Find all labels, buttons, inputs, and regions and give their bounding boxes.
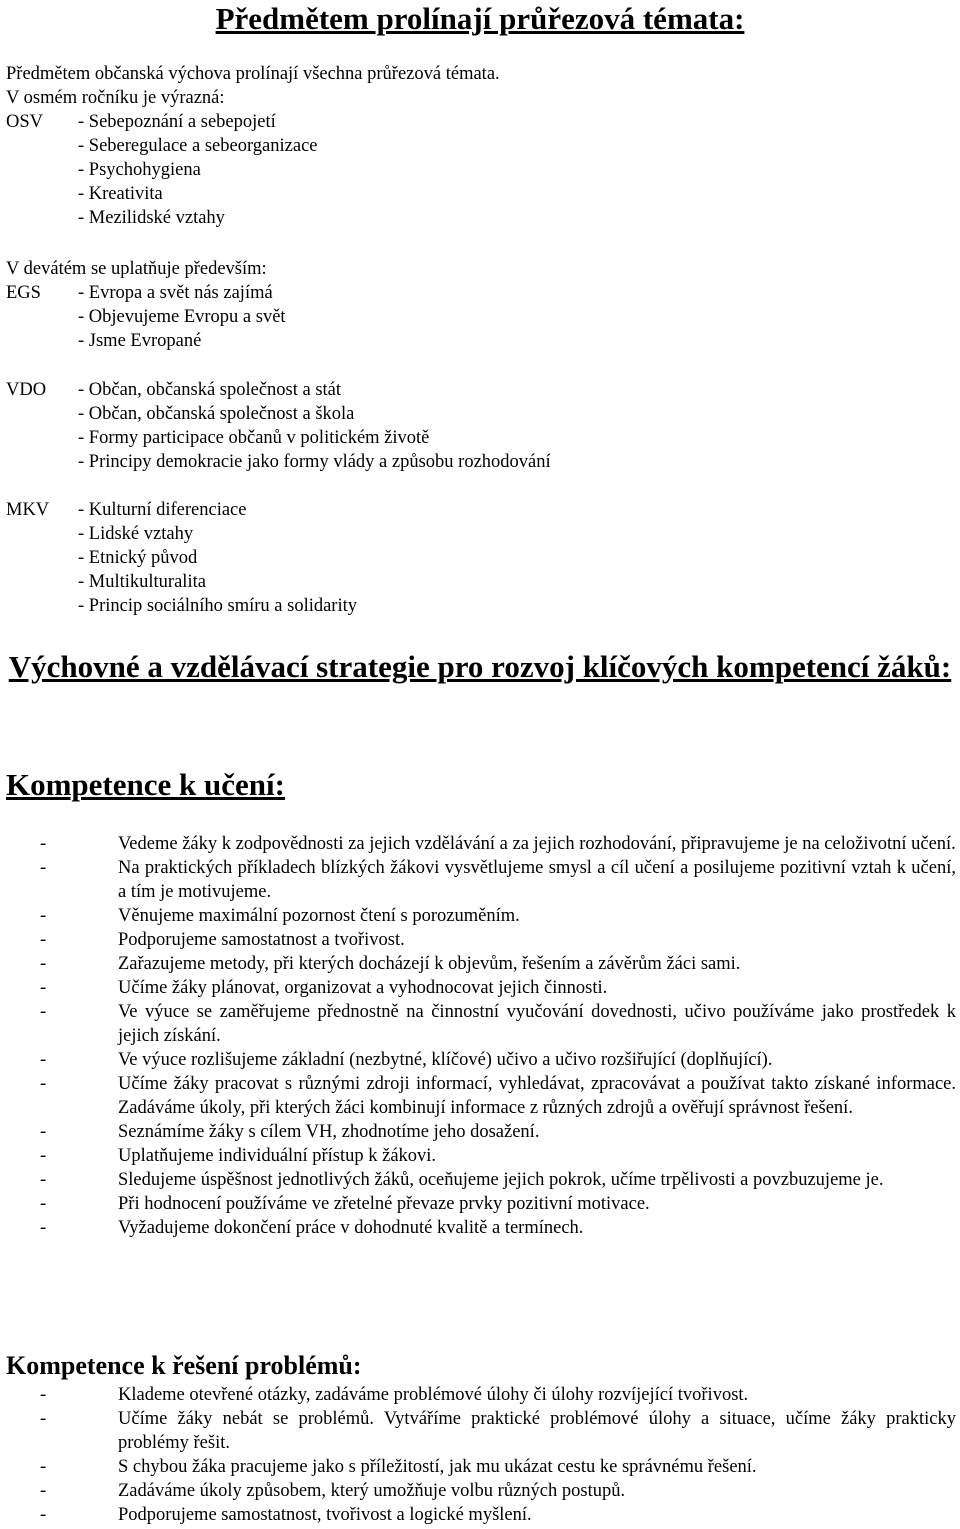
list-item [0, 1000, 960, 1048]
intro-line-1: Předmětem občanská výchova prolínají všechna průřezová témata. [6, 64, 500, 84]
list-item [0, 904, 960, 928]
bullet-dash: - [40, 1050, 47, 1070]
bullet-dash: - [40, 1170, 47, 1190]
list-item: - Evropa a svět nás zajímá [78, 283, 273, 303]
list-item [0, 928, 960, 952]
list-item: - Psychohygiena [78, 160, 201, 180]
list-item: - Etnický původ [78, 548, 198, 568]
list-item: - Kreativita [78, 184, 163, 204]
egs-topic-list [78, 281, 286, 353]
bullet-dash: - [40, 1481, 47, 1501]
bullet-dash: - [40, 978, 47, 998]
list-item [0, 1192, 960, 1216]
heading-competence-problem-solving: Kompetence k řešení problémů: [6, 1351, 362, 1380]
list-item: - Jsme Evropané [78, 331, 202, 351]
bullet-dash: - [40, 1385, 47, 1405]
list-item-text: S chybou žáka pracujeme jako s příležitostí, jak mu ukázat cestu ke správnému řešení. [118, 1457, 757, 1477]
bullet-dash: - [40, 1122, 47, 1142]
list-item: - Princip sociálního smíru a solidarity [78, 596, 357, 616]
list-item: - Občan, občanská společnost a škola [78, 404, 355, 424]
intro-line-2: V osmém ročníku je výrazná: [6, 88, 225, 108]
list-item: - Lidské vztahy [78, 524, 194, 544]
list-item-text: Na praktických příkladech blízkých žákovi vysvětlujeme smysl a cíl učení a posilujeme pozitivní vztah k učení, a tím je motivujeme. [118, 858, 956, 902]
list-item: - Seberegulace a sebeorganizace [78, 136, 318, 156]
bullet-dash: - [40, 1218, 47, 1238]
egs-abbreviation: EGS [6, 283, 41, 303]
list-item-text: Sledujeme úspěšnost jednotlivých žáků, oceňujeme jejich pokrok, učíme trpělivosti a povzbuzujeme je. [118, 1170, 884, 1190]
competence-learning-list [0, 832, 960, 1240]
list-item [0, 1168, 960, 1192]
list-item-text: Vyžadujeme dokončení práce v dohodnuté kvalitě a termínech. [118, 1218, 584, 1238]
list-item [0, 1479, 960, 1503]
heading-competence-learning: Kompetence k učení: [6, 767, 285, 802]
bullet-dash: - [40, 1505, 47, 1525]
list-item-text: Věnujeme maximální pozornost čtení s porozuměním. [118, 906, 520, 926]
list-item: - Mezilidské vztahy [78, 208, 225, 228]
list-item [0, 1144, 960, 1168]
list-item [0, 976, 960, 1000]
bullet-dash: - [40, 1194, 47, 1214]
list-item [0, 1407, 960, 1455]
list-item [0, 1455, 960, 1479]
section-title-cross-curricular: Předmětem prolínají průřezová témata: [215, 1, 745, 36]
list-item [0, 1048, 960, 1072]
list-item: - Multikulturalita [78, 572, 206, 592]
list-item: - Kulturní diferenciace [78, 500, 247, 520]
bullet-dash: - [40, 1457, 47, 1477]
list-item-text: Podporujeme samostatnost a tvořivost. [118, 930, 405, 950]
list-item: - Občan, občanská společnost a stát [78, 380, 342, 400]
list-item: - Objevujeme Evropu a svět [78, 307, 286, 327]
list-item [0, 1383, 960, 1407]
list-item-text: Uplatňujeme individuální přístup k žákovi. [118, 1146, 437, 1166]
list-item [0, 1503, 960, 1527]
list-item-text: Učíme žáky pracovat s různými zdroji informací, vyhledávat, zpracovávat a používat takto získané informace. Zadáváme úkoly, při kterých žáci kombinují informace z různých zdrojů a ověřují správnost řešení. [118, 1074, 956, 1118]
list-item-text: Učíme žáky nebát se problémů. Vytváříme praktické problémové úlohy a situace, učíme žáky prakticky problémy řešit. [118, 1409, 956, 1453]
list-item [0, 832, 960, 856]
list-item [0, 952, 960, 976]
list-item-text: Při hodnocení používáme ve zřetelné převaze prvky pozitivní motivace. [118, 1194, 650, 1214]
bullet-dash: - [40, 1146, 47, 1166]
list-item-text: Zařazujeme metody, při kterých docházejí k objevům, řešením a závěrům žáci sami. [118, 954, 741, 974]
mkv-abbreviation: MKV [6, 500, 50, 520]
list-item [0, 856, 960, 904]
bullet-dash: - [40, 858, 47, 878]
section-title-strategies: Výchovné a vzdělávací strategie pro rozvoj klíčových kompetencí žáků: [8, 649, 952, 684]
list-item: - Principy demokracie jako formy vlády a způsobu rozhodování [78, 452, 551, 472]
list-item-text: Učíme žáky plánovat, organizovat a vyhodnocovat jejich činnosti. [118, 978, 608, 998]
bullet-dash: - [40, 954, 47, 974]
bullet-dash: - [40, 930, 47, 950]
bullet-dash: - [40, 906, 47, 926]
list-item-text: Ve výuce se zaměřujeme přednostně na činnostní vyučování dovednosti, učivo používáme jako prostředek k jejich získání. [118, 1002, 956, 1046]
mkv-topic-list [78, 498, 357, 618]
list-item-text: Vedeme žáky k zodpovědnosti za jejich vzdělávání a za jejich rozhodování, připravujeme je na celoživotní učení. [118, 834, 956, 854]
osv-abbreviation: OSV [6, 112, 44, 132]
list-item: - Sebepoznání a sebepojetí [78, 112, 276, 132]
list-item-text: Klademe otevřené otázky, zadáváme problémové úlohy či úlohy rozvíjející tvořivost. [118, 1385, 749, 1405]
bullet-dash: - [40, 834, 47, 854]
list-item-text: Ve výuce rozlišujeme základní (nezbytné, klíčové) učivo a učivo rozšiřující (doplňující). [118, 1050, 773, 1070]
list-item [0, 1120, 960, 1144]
list-item-text: Podporujeme samostatnost, tvořivost a logické myšlení. [118, 1505, 532, 1525]
ninth-grade-line: V devátém se uplatňuje především: [6, 259, 267, 279]
list-item: - Formy participace občanů v politickém životě [78, 428, 430, 448]
list-item [0, 1216, 960, 1240]
bullet-dash: - [40, 1074, 47, 1094]
competence-problems-list [0, 1383, 960, 1527]
bullet-dash: - [40, 1409, 47, 1429]
bullet-dash: - [40, 1002, 47, 1022]
list-item [0, 1072, 960, 1120]
list-item-text: Seznámíme žáky s cílem VH, zhodnotíme jeho dosažení. [118, 1122, 540, 1142]
list-item-text: Zadáváme úkoly způsobem, který umožňuje volbu různých postupů. [118, 1481, 626, 1501]
vdo-topic-list [78, 378, 551, 474]
vdo-abbreviation: VDO [6, 380, 47, 400]
osv-topic-list [78, 110, 318, 230]
